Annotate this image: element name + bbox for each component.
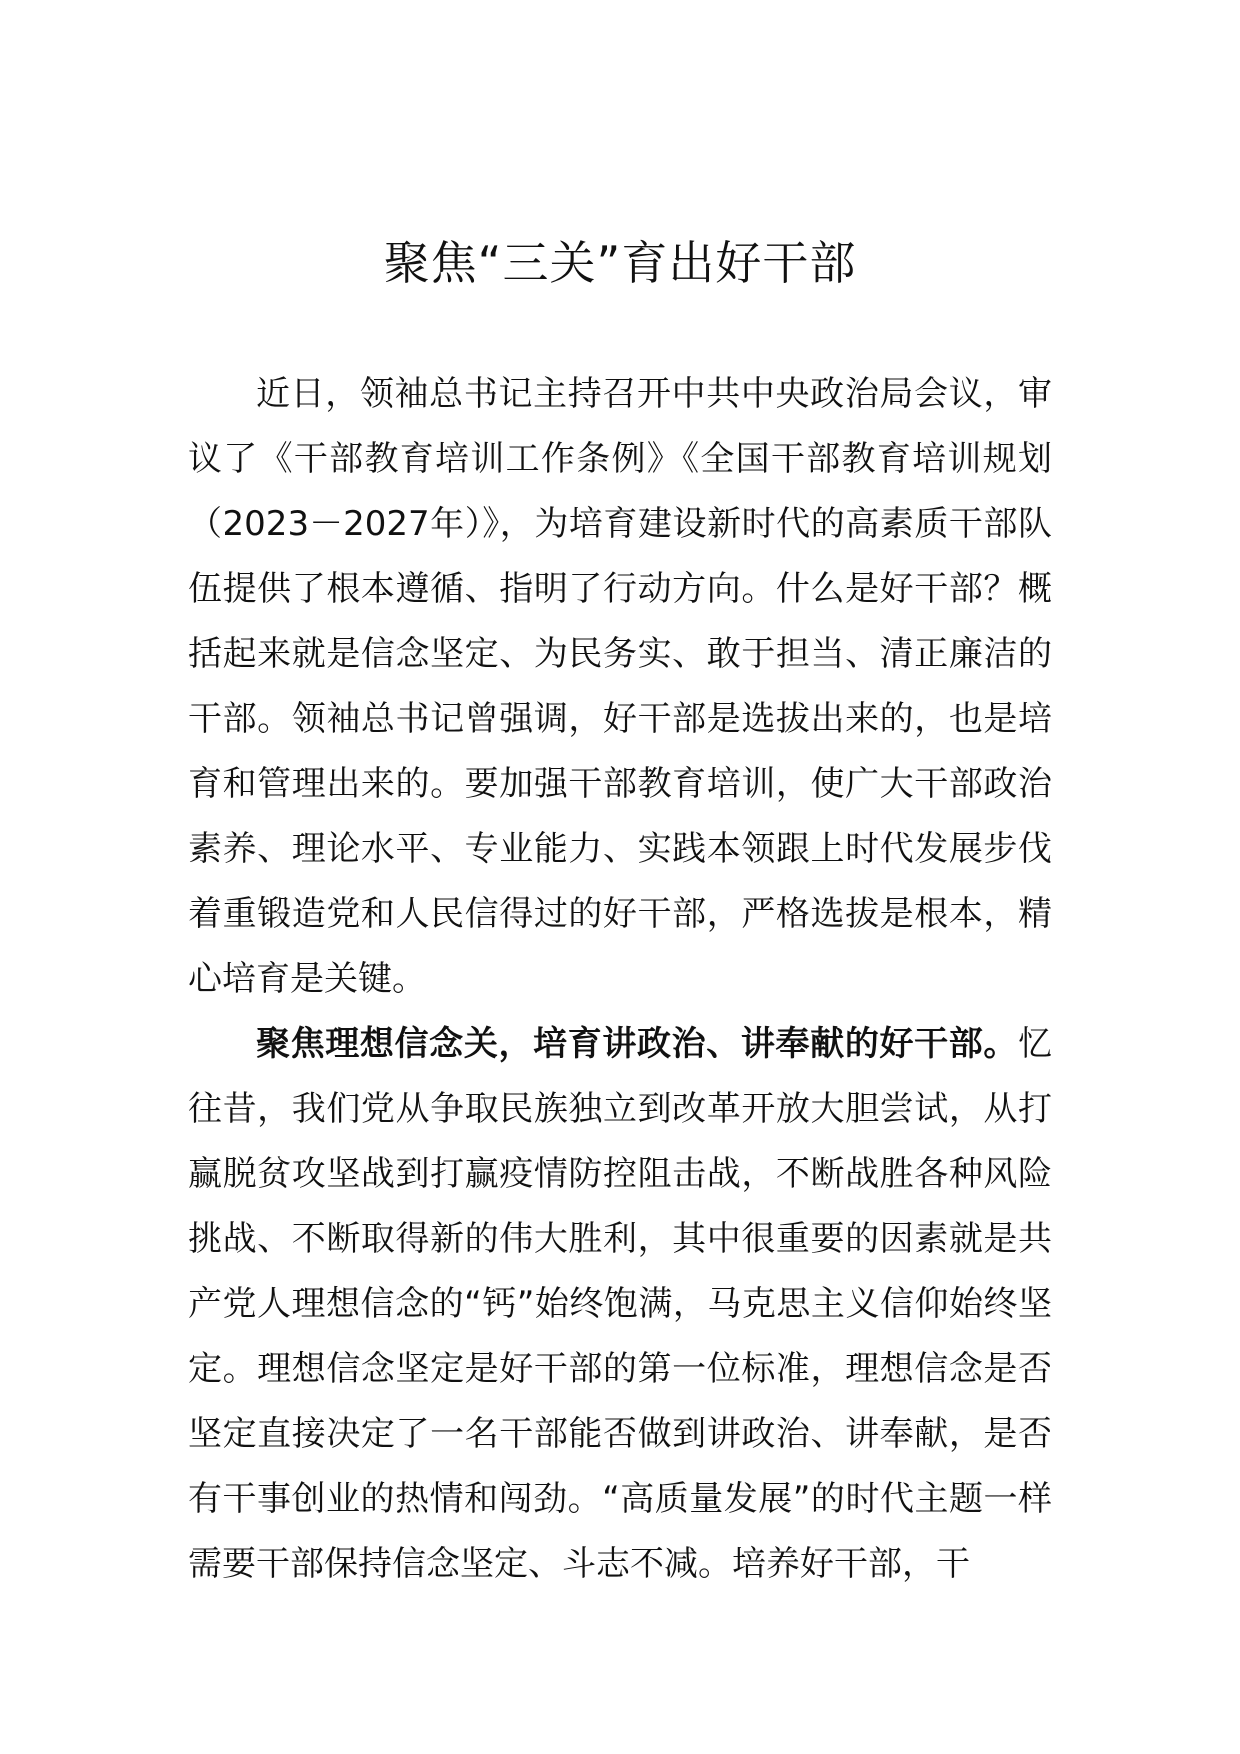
paragraph-ideals xyxy=(188,1012,1052,1597)
document-title: 聚焦“三关”育出好干部 xyxy=(383,236,857,290)
paragraph-text: 近日，领袖总书记主持召开中共中央政治局会议，审议了《干部教育培训工作条例》《全国干部教育培训规划（2023－2027年）》，为培育建设新时代的高素质干部队伍提供了根本遵循、指明了行动方向。什么是好干部？概括起来就是信念坚定、为民务实、敢于担当、清正廉洁的干部。领袖总书记曾强调，好干部是选拔出来的，也是培育和管理出来的。要加强干部教育培训，使广大干部政治素养、理论水平、专业能力、实践本领跟上时代发展步伐着重锻造党和人民信得过的好干部，严格选拔是根本，精心培育是关键。 xyxy=(188,374,1052,999)
paragraph-text: 忆往昔，我们党从争取民族独立到改革开放大胆尝试，从打赢脱贫攻坚战到打赢疫情防控阻击战，不断战胜各种风险挑战、不断取得新的伟大胜利，其中很重要的因素就是共产党人理想信念的“钙”始终饱满，马克思主义信仰始终坚定。理想信念坚定是好干部的第一位标准，理想信念是否坚定直接决定了一名干部能否做到讲政治、讲奉献，是否有干事创业的热情和闯劲。“高质量发展”的时代主题一样需要干部保持信念坚定、斗志不减。培养好干部，干 xyxy=(188,1024,1052,1584)
paragraph-intro xyxy=(188,362,1052,1012)
paragraph-lead-sentence: 聚焦理想信念关，培育讲政治、讲奉献的好干部。 xyxy=(256,1024,1018,1064)
document-body xyxy=(188,362,1052,1597)
